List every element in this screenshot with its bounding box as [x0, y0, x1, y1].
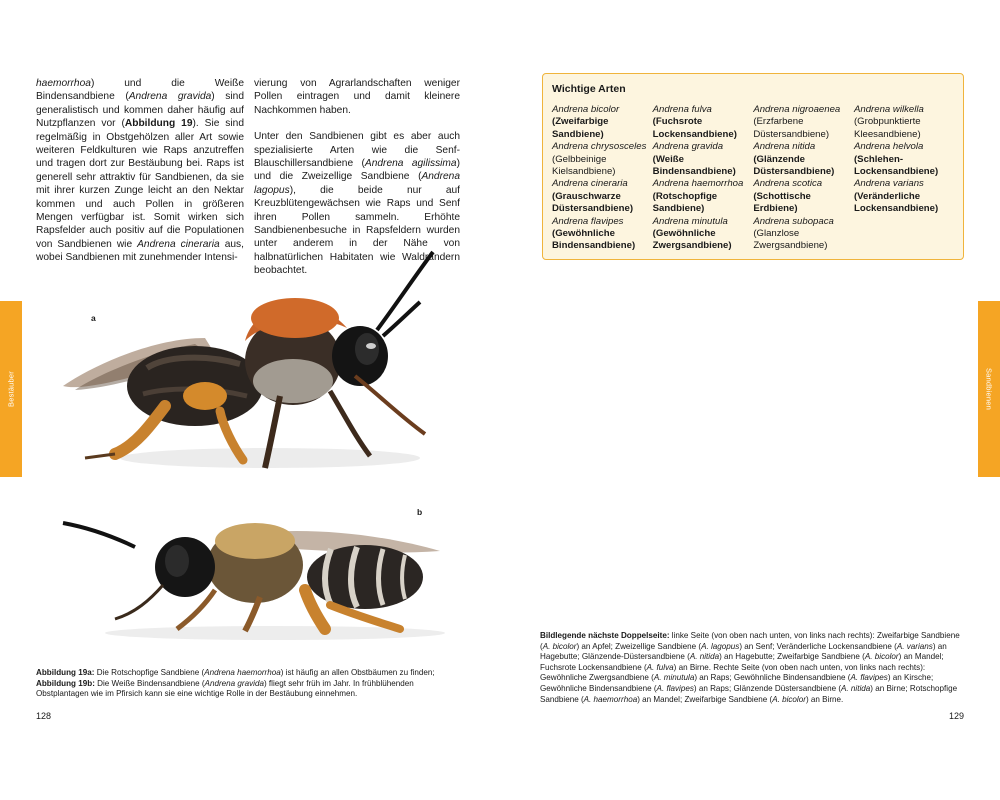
species-column — [552, 104, 652, 253]
italic-run: A. bicolor — [772, 694, 806, 704]
page-number-left: 128 — [36, 711, 52, 721]
species-common-name: (Gelbbeinige Kielsandbiene) — [552, 153, 616, 178]
species-column — [854, 104, 954, 253]
species-latin-name: Andrena cineraria — [552, 178, 628, 190]
photo-label-b: b — [417, 507, 423, 517]
species-entry — [552, 216, 652, 253]
text-run: ) an Mandel; Fuchsrote Lockensandbiene ( — [540, 652, 944, 672]
italic-run: A. lagopus — [701, 641, 740, 651]
species-latin-name: Andrena varians — [853, 178, 924, 190]
species-entry — [653, 141, 753, 178]
section-tab-right — [978, 301, 1000, 477]
text-run: linke Seite (von oben nach unten, von links nach rechts): Zweifarbige Sandbiene ( — [540, 631, 960, 651]
italic-run: A. fulva — [646, 662, 674, 672]
italic-run: Andrena haemorrhoa — [204, 668, 281, 677]
species-box-title: Wichtige Arten — [552, 83, 626, 95]
text-run: ) an Birne. Rechte Seite (von oben nach unten, von links nach rechts): Gewöhnliche Zwergsandbiene ( — [540, 662, 926, 683]
species-common-name: (Grobpunktierte Kleesandbiene) — [853, 116, 921, 140]
species-entry — [552, 178, 652, 215]
species-entry — [753, 216, 853, 253]
italic-run: A. haemorrhoa — [583, 694, 638, 704]
italic-run: A. nitida — [841, 683, 871, 693]
text-run: aus, wobei Sandbienen mit zunehmender Intensi- — [36, 238, 244, 264]
species-latin-name: Andrena flavipes — [552, 215, 624, 227]
italic-run: Andrena agilissima — [364, 158, 457, 170]
species-common-name: (Glänzende Düstersandbiene) — [753, 153, 835, 178]
bee-photo-b — [55, 505, 455, 643]
species-info-box — [542, 73, 964, 260]
italic-run: Andrena lagopus — [254, 171, 460, 196]
text-run: ) und die Weiße Bindensandbiene ( — [36, 78, 244, 103]
species-latin-name: Andrena haemorrhoa — [652, 178, 744, 190]
figure-caption — [36, 668, 466, 700]
bold-run: Abbildung 19 — [124, 118, 193, 130]
text-run: Die Weiße Bindensandbiene ( — [94, 678, 205, 688]
species-grid — [552, 104, 954, 253]
text-run: ). Sie sind regelmäßig in Obstgehölzen aller Art sowie weiteren Feldkulturen wie Raps anzutreffen und tragen dort zur Bestäubung bei. Raps ist generell sehr attraktiv für Sandbienen, da sie mit ihrer kurzen Zunge leicht an den Nektar kommen und auch Pollen in größeren Mengen verfügbar ist. Somit wirken sich Rapsfelder auch positiv auf die Populationen von Sandbienen wie — [36, 118, 244, 250]
section-tab-label: Sandbienen — [984, 367, 994, 411]
species-common-name: (Erzfarbene Düstersandbiene) — [753, 116, 830, 140]
species-common-name: (Weiße Bindensandbiene) — [652, 153, 736, 178]
species-common-name: (Schottische Erdbiene) — [753, 190, 811, 215]
species-latin-name: Andrena chrysosceles — [552, 141, 647, 153]
species-latin-name: Andrena nigroaenea — [753, 104, 841, 115]
species-column — [653, 104, 753, 253]
section-tab-label: Bestäuber — [6, 371, 16, 407]
species-latin-name: Andrena nitida — [753, 141, 816, 153]
italic-run: A. minutula — [653, 673, 695, 683]
photo-label-a: a — [91, 313, 96, 323]
paragraph — [36, 77, 244, 265]
species-common-name: (Fuchsrote Lockensandbiene) — [652, 116, 737, 140]
bold-run: Bildlegende nächste Doppelseite: — [540, 631, 670, 640]
text-run: ) fliegt sehr früh im Jahr. In frühblühenden Obstplantagen wie im Pfirsich kann sie eine wichtige Rolle in der Bestäubung einnehmen. — [36, 678, 414, 699]
italic-run: A. bicolor — [864, 652, 899, 662]
text-run: ), die beide nur auf Kreuzblütengewächsen wie Raps und Senf ihren Pollen sammeln. Erhöhte Sandbienenbesuche in Rapsfeldern wurden unter anderem in der Nähe von halbnatürlichen Habitaten wie Waldrändern beobachtet. — [254, 184, 460, 277]
species-entry — [753, 104, 853, 141]
species-entry — [552, 104, 652, 141]
species-latin-name: Andrena gravida — [652, 141, 724, 153]
italic-run: A. flavipes — [656, 683, 694, 693]
species-common-name: (Rotschopfige Sandbiene) — [652, 190, 718, 215]
text-run: ) an Raps; Glänzende Düstersandbiene ( — [693, 683, 842, 693]
italic-run: A. flavipes — [850, 673, 888, 683]
bee-photo-a — [55, 246, 455, 480]
text-run: ) und die Zweizellige Sandbiene ( — [254, 158, 460, 183]
species-entry — [653, 216, 753, 253]
species-common-name: (Zweifarbige Sandbiene) — [552, 116, 609, 140]
species-latin-name: Andrena fulva — [652, 104, 712, 115]
text-run: ) ist häufig an allen Obstbäumen zu finden; — [280, 668, 435, 677]
text-run: vierung von Agrarlandschaften weniger Pollen eintragen und damit kleinere Nachkommen haben. — [254, 78, 460, 116]
species-common-name: (Glanzlose Zwergsandbiene) — [753, 228, 828, 252]
text-run: ) an Apfel; Zweizellige Sandbiene ( — [576, 641, 702, 651]
text-run: ) an Birne. — [805, 694, 844, 704]
species-common-name: (Gewöhnliche Bindensandbiene) — [552, 228, 636, 252]
text-run: Die Rotschopfige Sandbiene ( — [94, 668, 205, 677]
italic-run: Andrena gravida — [128, 91, 212, 103]
species-latin-name: Andrena wilkella — [853, 104, 924, 115]
bold-run: Abbildung 19b: — [36, 678, 95, 688]
paragraph — [254, 77, 460, 117]
species-common-name: (Gewöhnliche Zwergsandbiene) — [652, 228, 732, 252]
text-run: ) an Senf; Veränderliche Lockensandbiene ( — [739, 641, 897, 651]
italic-run: A. nitida — [689, 652, 720, 662]
species-entry — [854, 141, 954, 178]
species-entry — [854, 178, 954, 215]
text-run: Unter den Sandbienen gibt es aber auch spezialisierte Arten wie die Senf-Blauschillersandbiene ( — [254, 131, 460, 170]
page-number-right: 129 — [949, 711, 965, 721]
species-common-name: (Grauschwarze Düstersandbiene) — [552, 190, 634, 215]
italic-run: Andrena gravida — [204, 678, 264, 688]
species-common-name: (Schlehen-Lockensandbiene) — [853, 153, 939, 178]
species-entry — [753, 141, 853, 178]
italic-run: A. varians — [896, 641, 933, 651]
species-entry — [854, 104, 954, 141]
italic-run: Andrena cineraria — [137, 238, 220, 250]
species-latin-name: Andrena scotica — [753, 178, 823, 190]
text-run: ) an Hagebutte; Zweifarbige Sandbiene ( — [719, 652, 865, 662]
species-entry — [552, 141, 652, 178]
species-latin-name: Andrena minutula — [652, 215, 728, 227]
species-column — [753, 104, 853, 253]
species-common-name: (Veränderliche Lockensandbiene) — [853, 190, 939, 215]
section-tab-left — [0, 301, 22, 477]
italic-run: A. bicolor — [542, 641, 577, 651]
italic-run: haemorrhoa — [36, 78, 91, 89]
species-entry — [653, 178, 753, 215]
species-entry — [653, 104, 753, 141]
species-latin-name: Andrena bicolor — [552, 104, 620, 115]
picture-legend — [540, 631, 964, 705]
text-run: ) sind generalistisch und kommen daher häufig auf Nutzpflanzen vor ( — [36, 91, 244, 130]
species-latin-name: Andrena subopaca — [753, 215, 834, 227]
text-run: ) an Kirsche; Gewöhnliche Bindensandbiene ( — [540, 673, 934, 693]
species-latin-name: Andrena helvola — [853, 141, 924, 153]
bold-run: Abbildung 19a: — [36, 668, 95, 677]
text-run: ) an Birne; Rotschopfige Sandbiene ( — [540, 683, 958, 704]
text-run: ) an Raps; Gewöhnliche Bindensandbiene ( — [694, 673, 851, 683]
species-entry — [753, 178, 853, 215]
text-run: ) an Hagebutte; Glänzende-Düstersandbiene ( — [540, 641, 947, 662]
text-run: ) an Mandel; Zweifarbige Sandbiene ( — [637, 694, 773, 704]
